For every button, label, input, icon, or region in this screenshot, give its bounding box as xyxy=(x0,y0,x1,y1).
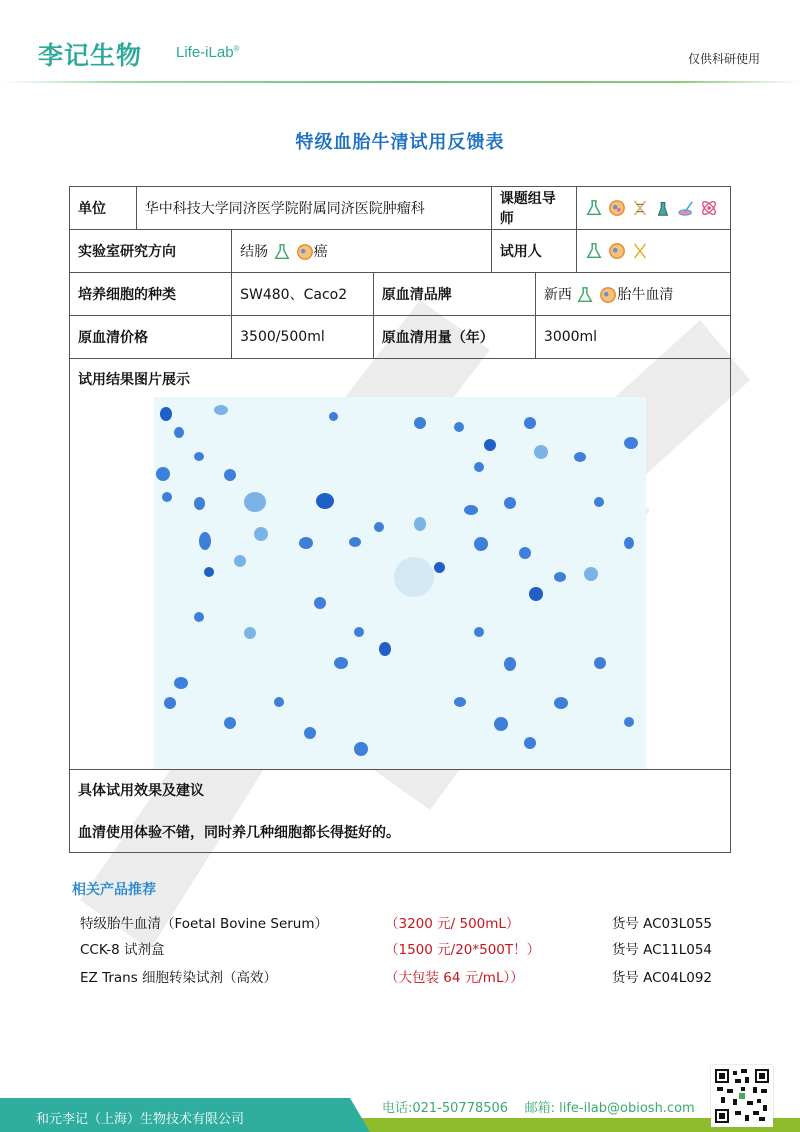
product-row xyxy=(80,938,720,958)
usage-value: 3000ml xyxy=(535,316,730,359)
feedback-label: 具体试用效果及建议 xyxy=(78,783,204,799)
product-price: （1500 元/20*500T！） xyxy=(385,942,541,958)
cell-icon xyxy=(608,199,626,217)
form-row-feedback xyxy=(70,770,731,853)
product-name: CCK-8 试剂盒 xyxy=(80,942,165,958)
result-image-section xyxy=(70,359,731,770)
form-row-unit xyxy=(70,187,731,230)
form-row-image xyxy=(70,359,731,770)
feedback-form-table xyxy=(69,186,731,853)
petri-dish-icon xyxy=(677,199,695,217)
form-row-direction xyxy=(70,230,731,273)
unit-label: 单位 xyxy=(70,187,137,230)
usage-label: 原血清用量（年） xyxy=(373,316,535,359)
qr-code-icon xyxy=(711,1065,773,1127)
brand-suffix: 胎牛血清 xyxy=(617,287,674,303)
product-price: （大包装 64 元/mL）） xyxy=(385,970,524,986)
atom-icon xyxy=(700,199,718,217)
flask-icon xyxy=(585,199,603,217)
direction-prefix: 结肠 xyxy=(240,244,269,260)
beaker-icon xyxy=(654,199,672,217)
logo-english-text: Life-iLab xyxy=(176,44,234,61)
product-row xyxy=(80,912,720,932)
tester-value xyxy=(576,230,730,273)
cells-label: 培养细胞的种类 xyxy=(70,273,232,316)
recommend-title: 相关产品推荐 xyxy=(72,882,156,898)
brand-value xyxy=(535,273,730,316)
advisor-label: 课题组导师 xyxy=(491,187,576,230)
flask-icon xyxy=(576,286,594,304)
product-name: 特级胎牛血清（Foetal Bovine Serum） xyxy=(80,916,329,932)
cell-icon xyxy=(296,243,314,261)
feedback-value: 血清使用体验不错，同时养几种细胞都长得挺好的。 xyxy=(78,825,400,841)
flask-icon xyxy=(585,242,603,260)
product-price: （3200 元/ 500mL） xyxy=(385,916,520,932)
product-name: EZ Trans 细胞转染试剂（高效） xyxy=(80,970,278,986)
unit-value: 华中科技大学同济医学院附属同济医院肿瘤科 xyxy=(136,187,491,230)
result-image-label: 试用结果图片展示 xyxy=(78,372,190,388)
flask-icon xyxy=(273,243,291,261)
product-code: 货号 AC03L055 xyxy=(611,916,712,932)
brand-label: 原血清品牌 xyxy=(373,273,535,316)
header-divider xyxy=(0,81,800,83)
product-row xyxy=(80,966,720,986)
brand-prefix: 新西 xyxy=(543,287,572,303)
footer-company-name: 和元李记（上海）生物技术有限公司 xyxy=(36,1112,245,1127)
form-row-cells xyxy=(70,273,731,316)
advisor-value xyxy=(576,187,730,230)
document-title: 特级血胎牛清试用反馈表 xyxy=(295,132,505,153)
form-row-price xyxy=(70,316,731,359)
feedback-section xyxy=(70,770,731,853)
tester-label: 试用人 xyxy=(491,230,576,273)
page-header xyxy=(0,0,800,82)
cell-icon xyxy=(599,286,617,304)
price-value: 3500/500ml xyxy=(232,316,374,359)
price-label: 原血清价格 xyxy=(70,316,232,359)
logo-chinese: 李记生物 xyxy=(38,41,143,70)
logo-english xyxy=(176,44,239,61)
research-use-tag: 仅供科研使用 xyxy=(687,52,760,66)
product-code: 货号 AC11L054 xyxy=(611,942,712,958)
direction-label: 实验室研究方向 xyxy=(70,230,232,273)
cell-icon xyxy=(608,242,626,260)
dna-icon xyxy=(631,199,649,217)
dna-icon xyxy=(631,242,649,260)
cells-value: SW480、Caco2 xyxy=(232,273,374,316)
direction-suffix: 癌 xyxy=(313,244,328,260)
registered-mark: ® xyxy=(233,44,240,53)
cell-culture-micrograph xyxy=(154,397,646,769)
direction-value xyxy=(232,230,492,273)
footer-contact: 电话:021-50778506 邮箱: life-ilab@obiosh.com xyxy=(382,1101,695,1116)
product-code: 货号 AC04L092 xyxy=(611,970,712,986)
